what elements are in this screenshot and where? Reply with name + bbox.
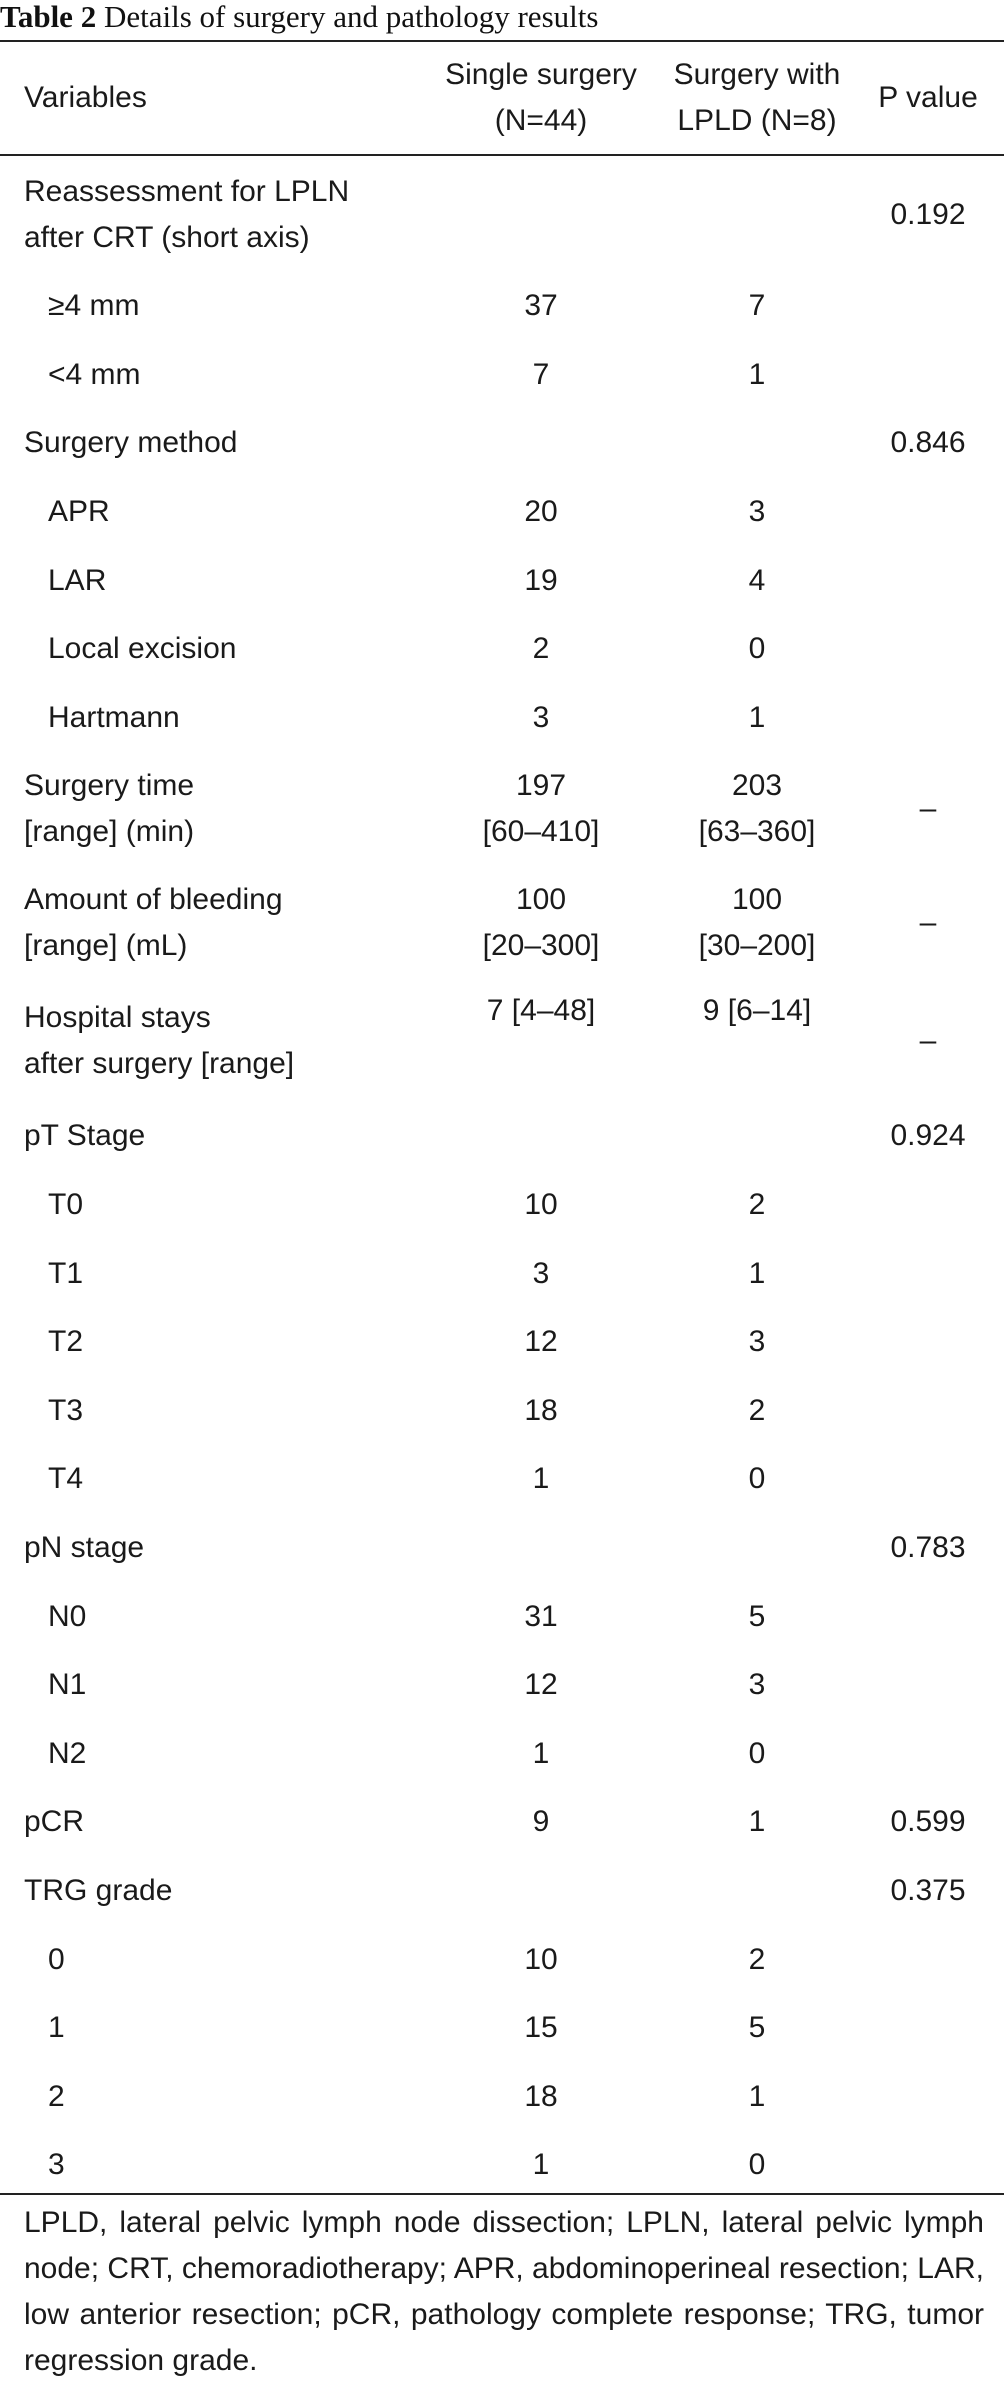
row-label-line: APR <box>48 495 110 529</box>
row-label-line: Surgery method <box>24 426 238 460</box>
p-value <box>852 2062 1004 2131</box>
single-surgery-value: 18 <box>524 2079 558 2113</box>
p-value <box>852 684 1004 753</box>
lpld-value <box>662 1514 852 1583</box>
table-row <box>0 1102 1004 1171</box>
table-row <box>0 1651 1004 1720</box>
single-surgery-value: 10 <box>524 1942 558 1976</box>
single-surgery-value: 37 <box>524 289 558 323</box>
single-surgery-value <box>420 1857 662 1926</box>
row-label-line: T0 <box>48 1188 84 1222</box>
table-row <box>0 1171 1004 1240</box>
row-label <box>0 1925 420 1994</box>
table-body <box>0 154 1004 2200</box>
row-label-line: T2 <box>48 1325 84 1359</box>
row-label <box>0 615 420 684</box>
table-row <box>0 546 1004 615</box>
lpld-value: 1 <box>748 357 766 391</box>
p-value <box>852 1445 1004 1514</box>
row-label <box>0 1445 420 1514</box>
table-row <box>0 980 1004 1102</box>
row-label-line: <4 mm <box>48 357 141 391</box>
p-value <box>852 1994 1004 2063</box>
row-label-line: T3 <box>48 1393 84 1427</box>
lpld-value <box>662 752 852 866</box>
row-label-line: N2 <box>48 1736 87 1770</box>
row-label <box>0 409 420 478</box>
single-surgery-value: 12 <box>524 1668 558 1702</box>
row-label <box>0 2131 420 2200</box>
single-surgery-value: 15 <box>524 2011 558 2045</box>
single-surgery-value: 20 <box>524 495 558 529</box>
row-label <box>0 1788 420 1857</box>
single-surgery-value <box>420 752 662 866</box>
p-value <box>852 1377 1004 1446</box>
table-row <box>0 2062 1004 2131</box>
single-surgery-value-line: [20–300] <box>482 929 600 963</box>
table-row <box>0 1377 1004 1446</box>
lpld-value <box>662 866 852 980</box>
table-row <box>0 1925 1004 1994</box>
bottom-rule <box>0 2193 1004 2195</box>
single-surgery-value: 3 <box>532 700 550 734</box>
row-label-line: T1 <box>48 1256 84 1290</box>
lpld-value-line: [63–360] <box>698 815 816 849</box>
row-label-line: LAR <box>48 563 107 597</box>
lpld-value: 0 <box>748 1462 766 1496</box>
lpld-value <box>662 409 852 478</box>
row-label <box>0 1377 420 1446</box>
p-value <box>852 478 1004 547</box>
single-surgery-value <box>420 154 662 272</box>
single-surgery-value: 19 <box>524 563 558 597</box>
row-label-line: Hartmann <box>48 700 180 734</box>
row-label <box>0 1514 420 1583</box>
header-single-surgery-line2: (N=44) <box>494 104 588 137</box>
single-surgery-value: 1 <box>532 1462 550 1496</box>
p-value: 0.599 <box>890 1805 966 1839</box>
header-rule <box>0 154 1004 156</box>
table-caption-title: Details of surgery and pathology results <box>103 0 599 34</box>
lpld-value: 0 <box>748 1736 766 1770</box>
table-row <box>0 1720 1004 1789</box>
single-surgery-value <box>420 1102 662 1171</box>
lpld-value: 5 <box>748 2011 766 2045</box>
p-value: – <box>919 792 937 826</box>
row-label <box>0 1857 420 1926</box>
table-row <box>0 1582 1004 1651</box>
row-label-line: Surgery time <box>24 769 195 803</box>
single-surgery-value-line: [60–410] <box>482 815 600 849</box>
p-value <box>852 2131 1004 2200</box>
p-value <box>852 1239 1004 1308</box>
single-surgery-value: 3 <box>532 1256 550 1290</box>
table-footnote: LPLD, lateral pelvic lymph node dissection; LPLN, lateral pelvic lymph node; CRT, chemoradiotherapy; APR, abdominoperineal resection; LAR, low anterior resection; pCR, pathology complete response; TRG, tumor regression grade. <box>24 2206 984 2377</box>
p-value: 0.924 <box>890 1119 966 1153</box>
lpld-value: 9 [6–14] <box>702 994 812 1028</box>
lpld-value: 3 <box>748 1668 766 1702</box>
header-lpld-line2: LPLD (N=8) <box>677 104 837 137</box>
row-label <box>0 684 420 753</box>
lpld-value: 1 <box>748 1805 766 1839</box>
table-row <box>0 1857 1004 1926</box>
row-label <box>0 1102 420 1171</box>
table-row <box>0 1239 1004 1308</box>
row-label <box>0 1308 420 1377</box>
p-value: 0.192 <box>890 198 966 231</box>
p-value <box>852 341 1004 410</box>
lpld-value-line: 203 <box>731 769 783 803</box>
row-label <box>0 1651 420 1720</box>
single-surgery-value: 12 <box>524 1325 558 1359</box>
row-label-line: 3 <box>48 2148 65 2182</box>
lpld-value: 3 <box>748 495 766 529</box>
header-single-surgery <box>420 42 662 154</box>
row-label-line: pN stage <box>24 1531 145 1565</box>
table-row <box>0 615 1004 684</box>
lpld-value: 3 <box>748 1325 766 1359</box>
table-row <box>0 1308 1004 1377</box>
single-surgery-value <box>420 866 662 980</box>
single-surgery-value-line: 100 <box>515 883 567 917</box>
lpld-value: 2 <box>748 1188 766 1222</box>
p-value: 0.846 <box>890 426 966 460</box>
row-label <box>0 154 420 272</box>
single-surgery-value: 7 [4–48] <box>486 994 596 1028</box>
results-table <box>0 42 1004 2200</box>
row-label <box>0 546 420 615</box>
row-label <box>0 1239 420 1308</box>
header-row <box>0 42 1004 154</box>
single-surgery-value: 1 <box>532 2148 550 2182</box>
row-label-line: 2 <box>48 2079 65 2113</box>
row-label <box>0 2062 420 2131</box>
row-label <box>0 1994 420 2063</box>
table-row <box>0 341 1004 410</box>
table-row <box>0 2131 1004 2200</box>
row-label-line: after surgery [range] <box>24 1047 295 1081</box>
p-value <box>852 1582 1004 1651</box>
table-row <box>0 1445 1004 1514</box>
lpld-value: 0 <box>748 2148 766 2182</box>
row-label-line: T4 <box>48 1462 84 1496</box>
table-row <box>0 1994 1004 2063</box>
row-label-line: N0 <box>48 1599 87 1633</box>
table-row <box>0 1514 1004 1583</box>
row-label <box>0 341 420 410</box>
row-label <box>0 866 420 980</box>
p-value <box>852 615 1004 684</box>
table-row <box>0 154 1004 272</box>
row-label-line: TRG grade <box>24 1873 173 1907</box>
table-row <box>0 409 1004 478</box>
single-surgery-value: 18 <box>524 1393 558 1427</box>
lpld-value: 7 <box>748 289 766 323</box>
single-surgery-value-line: 197 <box>515 769 567 803</box>
row-label <box>0 1720 420 1789</box>
lpld-value <box>662 1102 852 1171</box>
lpld-value: 0 <box>748 632 766 666</box>
table-caption-label: Table 2 <box>0 0 97 34</box>
lpld-value: 2 <box>748 1942 766 1976</box>
table-row <box>0 1788 1004 1857</box>
row-label <box>0 478 420 547</box>
lpld-value: 5 <box>748 1599 766 1633</box>
lpld-value-line: 100 <box>731 883 783 917</box>
lpld-value: 1 <box>748 700 766 734</box>
p-value <box>852 1171 1004 1240</box>
lpld-value <box>662 154 852 272</box>
lpld-value: 4 <box>748 563 766 597</box>
p-value: – <box>919 1024 937 1058</box>
single-surgery-value <box>420 1514 662 1583</box>
table-row <box>0 752 1004 866</box>
row-label <box>0 1582 420 1651</box>
table-row <box>0 866 1004 980</box>
row-label-line: [range] (mL) <box>24 929 188 963</box>
single-surgery-value: 1 <box>532 1736 550 1770</box>
single-surgery-value: 2 <box>532 632 550 666</box>
row-label-line: after CRT (short axis) <box>24 221 310 254</box>
row-label-line: pT Stage <box>24 1119 146 1153</box>
p-value <box>852 272 1004 341</box>
row-label-line: Amount of bleeding <box>24 883 283 917</box>
row-label-line: Hospital stays <box>24 1001 211 1035</box>
row-label <box>0 752 420 866</box>
single-surgery-value: 31 <box>524 1599 558 1633</box>
p-value <box>852 1308 1004 1377</box>
table-row <box>0 478 1004 547</box>
row-label <box>0 1171 420 1240</box>
header-variables: Variables <box>24 81 147 114</box>
row-label-line: Local excision <box>48 632 237 666</box>
row-label <box>0 272 420 341</box>
header-surgery-with-lpld <box>662 42 852 154</box>
table-caption <box>0 0 598 40</box>
single-surgery-value <box>420 409 662 478</box>
p-value <box>852 546 1004 615</box>
row-label-line: Reassessment for LPLN <box>24 175 350 208</box>
table-row <box>0 272 1004 341</box>
header-single-surgery-line1: Single surgery <box>445 58 637 91</box>
lpld-value <box>662 1857 852 1926</box>
row-label-line: 0 <box>48 1942 65 1976</box>
header-p-value: P value <box>878 81 978 114</box>
lpld-value: 1 <box>748 1256 766 1290</box>
row-label <box>0 980 420 1102</box>
p-value: – <box>919 906 937 940</box>
single-surgery-value: 9 <box>532 1805 550 1839</box>
p-value <box>852 1720 1004 1789</box>
p-value <box>852 1925 1004 1994</box>
row-label-line: [range] (min) <box>24 815 195 849</box>
p-value: 0.783 <box>890 1531 966 1565</box>
row-label-line: pCR <box>24 1805 85 1839</box>
p-value <box>852 1651 1004 1720</box>
single-surgery-value: 10 <box>524 1188 558 1222</box>
header-lpld-line1: Surgery with <box>673 58 841 91</box>
table-row <box>0 684 1004 753</box>
lpld-value: 2 <box>748 1393 766 1427</box>
row-label-line: ≥4 mm <box>48 289 140 323</box>
lpld-value: 1 <box>748 2079 766 2113</box>
p-value: 0.375 <box>890 1873 966 1907</box>
lpld-value-line: [30–200] <box>698 929 816 963</box>
single-surgery-value: 7 <box>532 357 550 391</box>
row-label-line: 1 <box>48 2011 65 2045</box>
row-label-line: N1 <box>48 1668 87 1702</box>
